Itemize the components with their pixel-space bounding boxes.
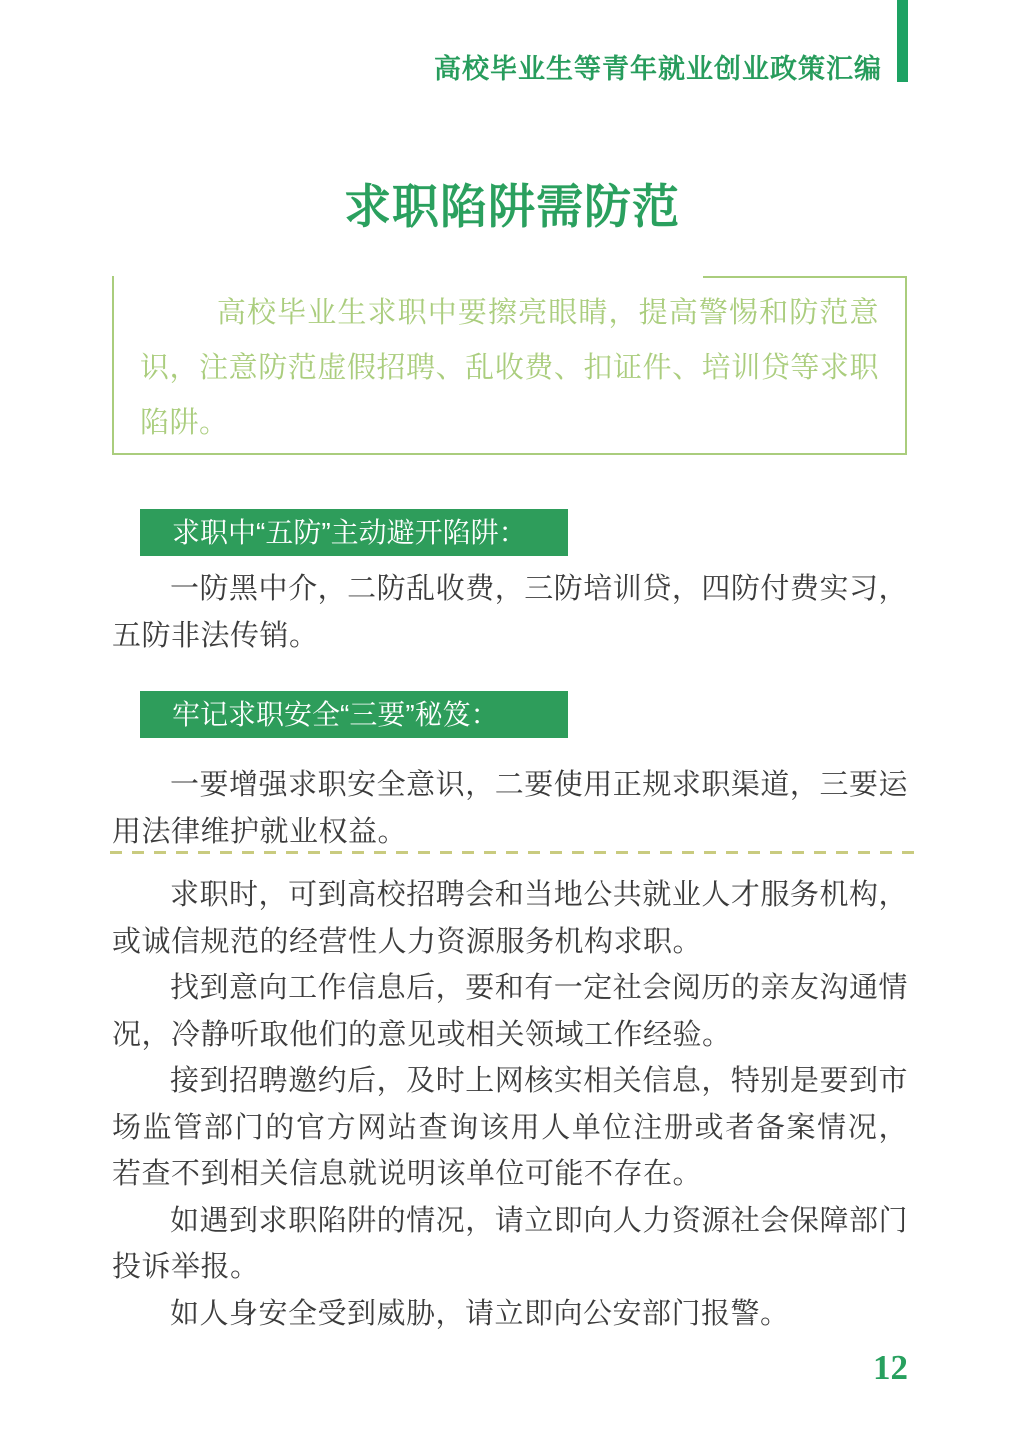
intro-text: 高校毕业生求职中要擦亮眼睛，提高警惕和防范意识，注意防范虚假招聘、乱收费、扣证件、培训贷等求职陷阱。: [140, 297, 879, 439]
section-body-three-musts: 一要增强求职安全意识，二要使用正规求职渠道，三要运用法律维护就业权益。: [112, 769, 908, 848]
header-title: 高校毕业生等青年就业创业政策汇编: [434, 54, 882, 84]
dashed-divider: [110, 851, 916, 854]
section-body-five-defenses: 一防黑中介，二防乱收费，三防培训贷，四防付费实习，五防非法传销。: [112, 573, 908, 652]
intro-box-top-border-segment: [703, 276, 907, 278]
page-title: 求职陷阱需防范: [344, 180, 680, 233]
intro-box: [112, 276, 907, 455]
paragraph-verify-employer: 接到招聘邀约后，及时上网核实相关信息，特别是要到市场监管部门的官方网站查询该用人单位注册或者备案情况，若查不到相关信息就说明该单位可能不存在。: [112, 1065, 908, 1190]
section-banner-three-musts: 牢记求职安全“三要”秘笈：: [140, 691, 568, 738]
paragraph-call-police: 如人身安全受到威胁，请立即向公安部门报警。: [170, 1297, 790, 1330]
section-banner-five-defenses: 求职中“五防”主动避开陷阱：: [140, 509, 568, 556]
main-paragraphs: [112, 872, 908, 1337]
paragraph-job-channels: 求职时，可到高校招聘会和当地公共就业人才服务机构，或诚信规范的经营性人力资源服务机构求职。: [112, 879, 908, 958]
header-accent-bar: [897, 0, 908, 82]
paragraph-consult-friends: 找到意向工作信息后，要和有一定社会阅历的亲友沟通情况，冷静听取他们的意见或相关领域工作经验。: [112, 972, 908, 1051]
paragraph-report-traps: 如遇到求职陷阱的情况，请立即向人力资源社会保障部门投诉举报。: [112, 1204, 908, 1283]
page-number: 12: [873, 1348, 908, 1387]
